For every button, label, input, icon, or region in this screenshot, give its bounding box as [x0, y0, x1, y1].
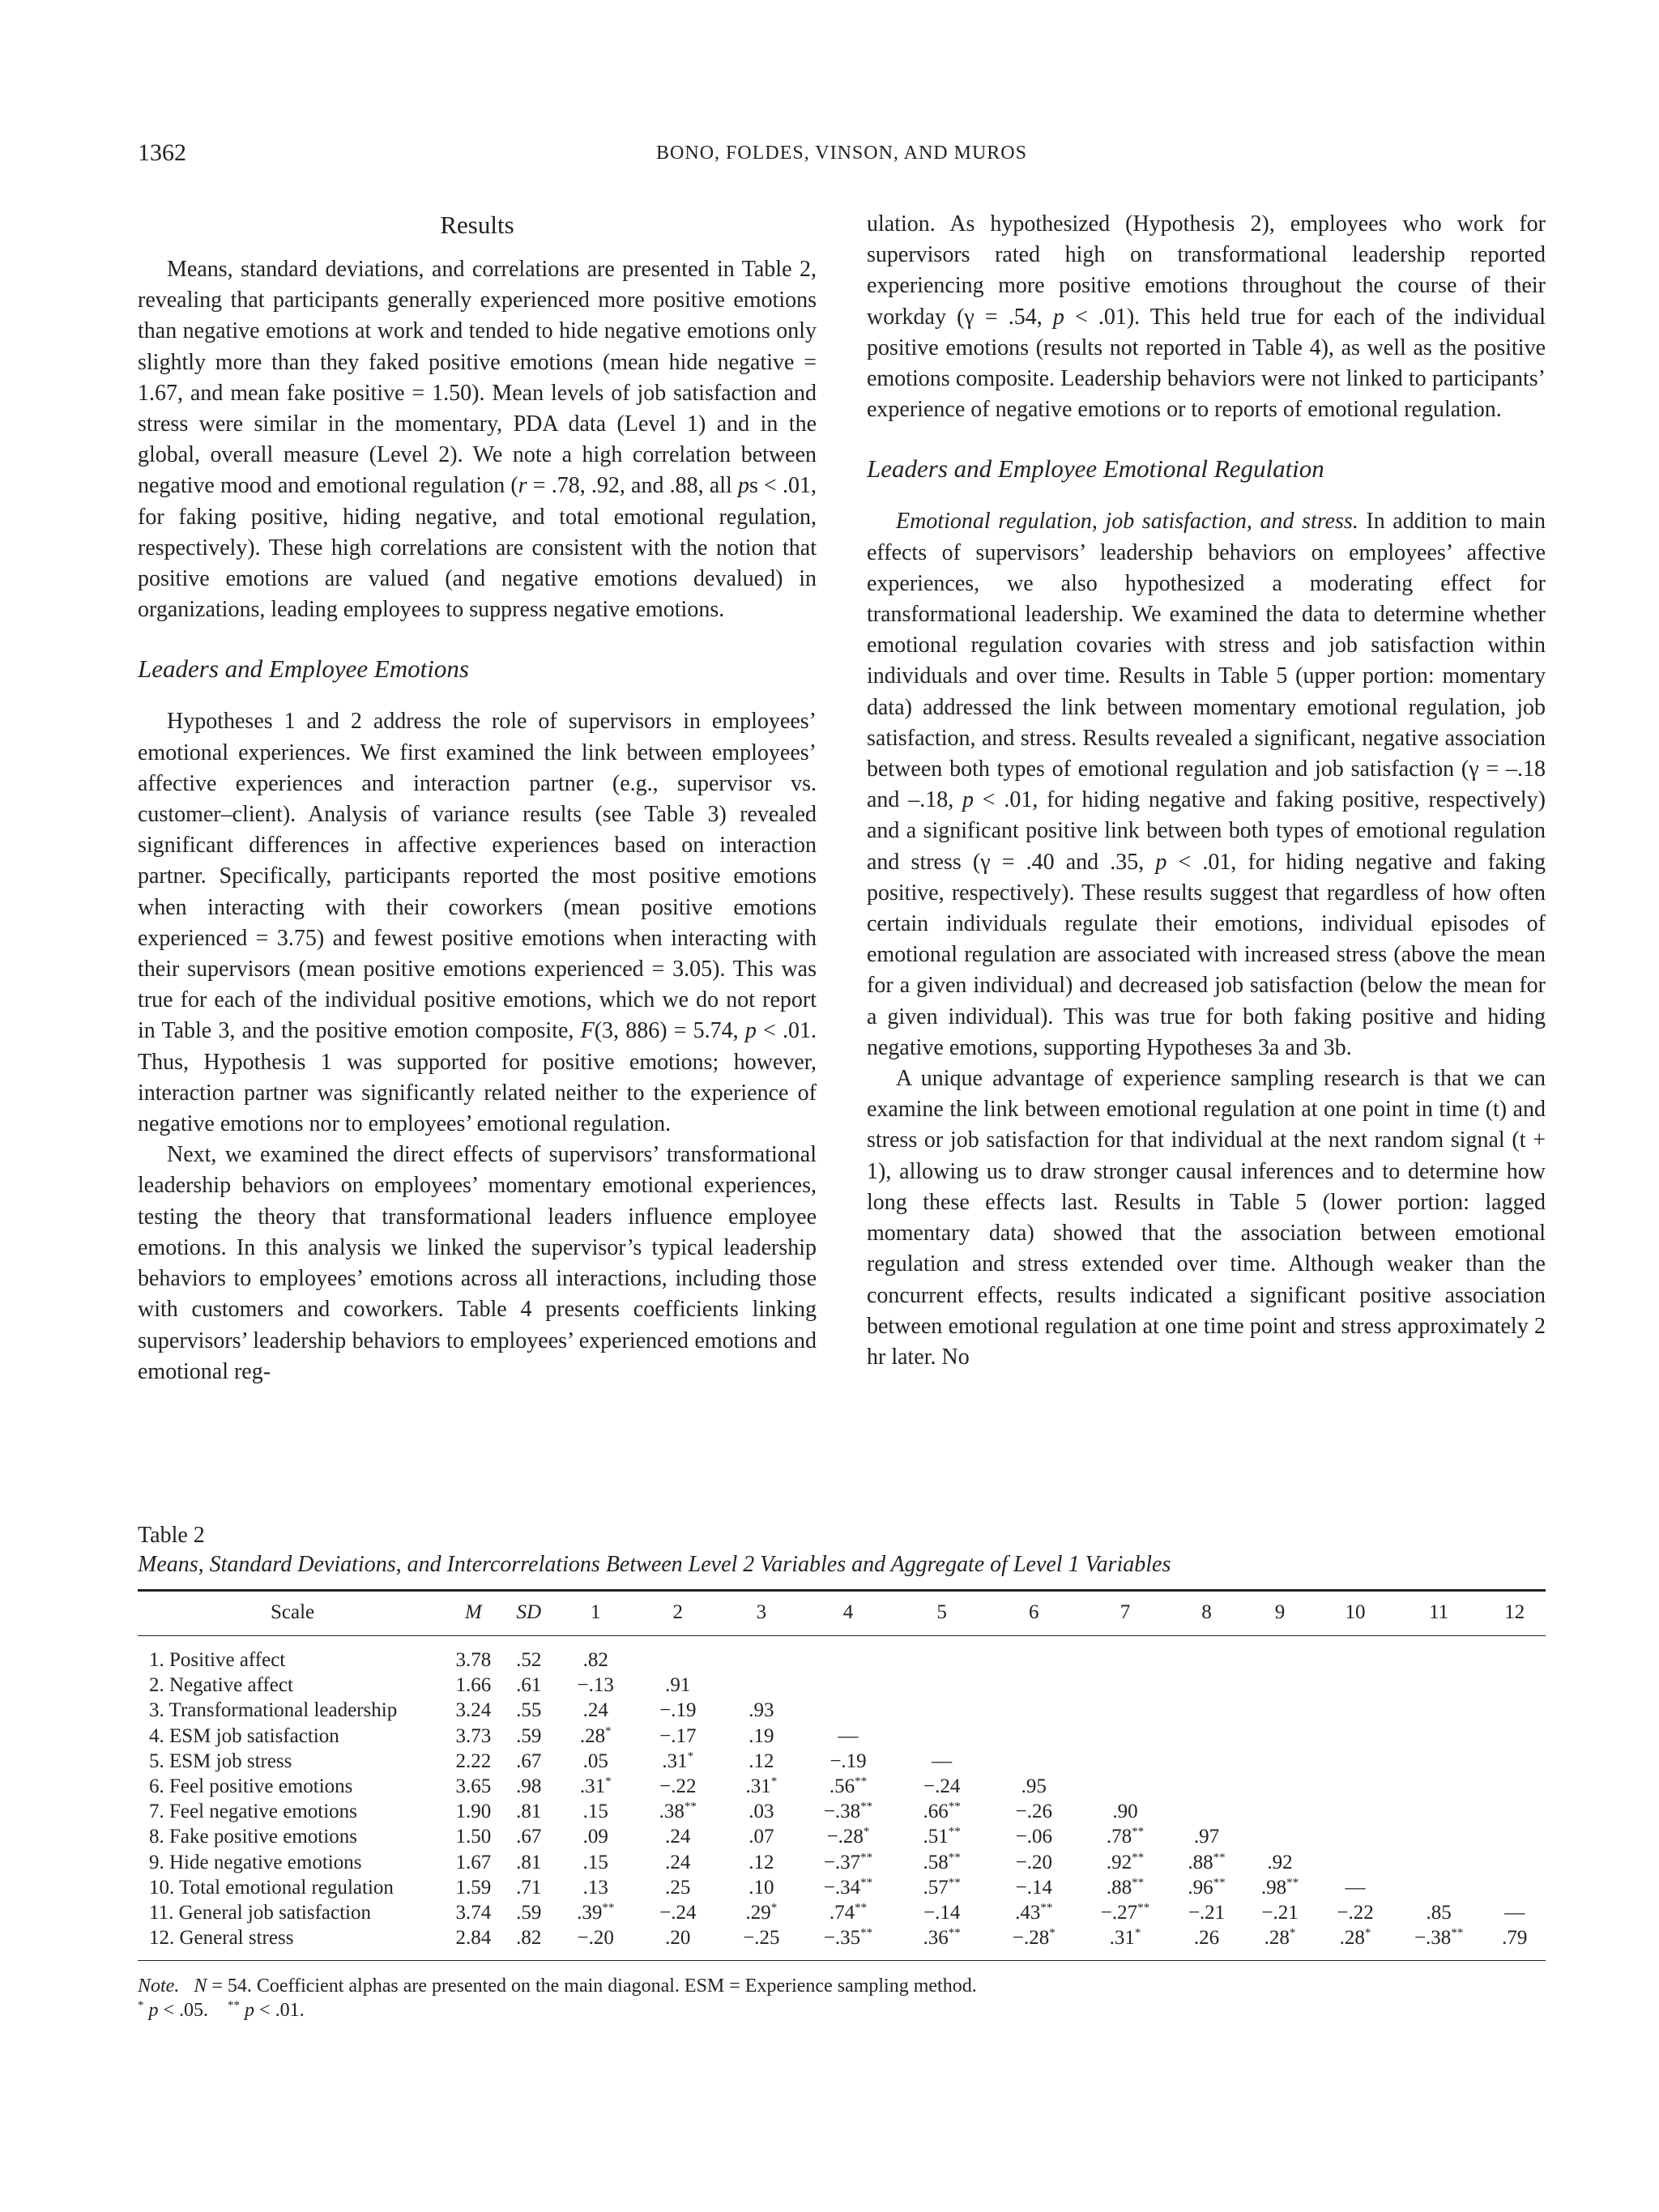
correlation-cell: .88**	[1188, 1851, 1226, 1873]
scale-name: 11. General job satisfaction	[149, 1902, 371, 1924]
mean-cell: 1.59	[455, 1876, 492, 1899]
correlation-cell	[1394, 1824, 1484, 1849]
correlation-cell	[1483, 1698, 1546, 1723]
correlation-cell	[1316, 1850, 1394, 1875]
scale-name: 8. Fake positive emotions	[149, 1826, 357, 1848]
correlation-cell: −.20	[577, 1927, 614, 1950]
correlation-cell	[1394, 1698, 1484, 1723]
table-row	[138, 1824, 1546, 1849]
correlation-cell	[1483, 1799, 1546, 1824]
correlation-cell	[633, 1636, 723, 1673]
correlation-cell: —	[1345, 1876, 1366, 1899]
correlation-cell	[1316, 1824, 1394, 1849]
column-header: M	[464, 1601, 482, 1623]
section-title-results: Results	[440, 211, 514, 239]
correlation-cell: −.28*	[826, 1826, 870, 1848]
correlation-cell	[1394, 1774, 1484, 1799]
correlation-cell: .19	[748, 1724, 774, 1747]
mean-cell: 3.65	[455, 1775, 492, 1798]
paragraph: ulation. As hypothesized (Hypothesis 2), employees who work for supervisors rated high on transformational leadership reported experiencing more positive emotions throughout the course of their workday (γ = .54, p < .01). This held true for each of the individual positive emotions (results not reported in Table 4), as well as the positive emotions composite. Leadership behaviors were not linked to participants’ experience of negative emotions or to reports of emotional regulation.	[867, 211, 1546, 423]
paragraph: Emotional regulation, job satisfaction, and stress. In addition to main effects of supervisors’ leadership behaviors on employees’ affective experiences, we also hypothesized a moderating effect for transformational leadership. We examined the data to determine whether emotional regulation covaries with stress and job satisfaction within individuals and over time. Results in Table 5 (upper portion: momentary data) addressed the link between momentary emotional regulation, job satisfaction, and stress. Results revealed a significant, negative association between both types of emotional regulation and job satisfaction (γ = –.18 and –.18, p < .01, for hiding negative and faking positive, respectively) and a significant positive link between both types of emotional regulation and stress (γ = .40 and .35, p < .01, for hiding negative and faking positive, respectively). These results suggest that regardless of how often certain individuals regulate their emotions, individual episodes of emotional regulation are associated with increased stress (above the mean for a given individual) and decreased job satisfaction (below the mean for a given individual). This was true for both faking positive and hiding negative emotions, supporting Hypotheses 3a and 3b.	[867, 509, 1546, 1060]
correlation-cell: .90	[1112, 1801, 1138, 1823]
column-header: 1	[590, 1601, 601, 1623]
mean-cell: 2.22	[455, 1750, 492, 1772]
mean-cell: 1.66	[455, 1674, 492, 1697]
scale-name: 6. Feel positive emotions	[149, 1775, 353, 1798]
correlation-cell: .10	[748, 1876, 774, 1899]
correlation-cell	[1316, 1636, 1394, 1673]
correlation-cell	[800, 1673, 897, 1698]
table-row	[138, 1900, 1546, 1925]
column-header: SD	[516, 1601, 542, 1623]
correlation-cell	[1170, 1749, 1243, 1774]
correlation-table	[138, 1589, 1546, 1961]
correlation-cell: .03	[748, 1801, 774, 1823]
column-header: 9	[1274, 1601, 1286, 1623]
correlation-cell	[1394, 1875, 1484, 1900]
correlation-cell: .12	[748, 1851, 774, 1873]
correlation-cell	[987, 1749, 1081, 1774]
table-row	[138, 1749, 1546, 1774]
column-header: 7	[1120, 1601, 1131, 1623]
scale-name: 12. General stress	[149, 1927, 294, 1950]
sd-cell: .59	[516, 1724, 542, 1747]
sd-cell: .98	[516, 1775, 542, 1798]
correlation-cell: .28*	[1264, 1926, 1296, 1950]
column-header: 11	[1429, 1601, 1449, 1623]
correlation-cell	[1170, 1724, 1243, 1749]
correlation-cell	[1081, 1774, 1171, 1799]
correlation-cell	[1394, 1673, 1484, 1698]
correlation-cell: .28*	[1339, 1926, 1371, 1950]
correlation-cell: .78**	[1106, 1826, 1145, 1848]
correlation-cell: .31*	[579, 1775, 612, 1798]
sd-cell: .81	[516, 1851, 542, 1873]
correlation-cell	[1081, 1749, 1171, 1774]
mean-cell: 1.50	[455, 1826, 492, 1848]
correlation-cell	[1243, 1636, 1317, 1673]
correlation-cell	[1394, 1724, 1484, 1749]
correlation-cell	[1316, 1799, 1394, 1824]
correlation-cell: .05	[582, 1750, 608, 1772]
correlation-cell: .58**	[923, 1851, 961, 1873]
correlation-cell: .07	[748, 1826, 774, 1848]
correlation-cell	[1394, 1749, 1484, 1774]
correlation-cell	[1243, 1824, 1317, 1849]
correlation-cell	[987, 1724, 1081, 1749]
correlation-cell: .24	[665, 1851, 691, 1873]
correlation-cell	[723, 1636, 800, 1673]
correlation-cell: —	[932, 1750, 953, 1772]
correlation-cell: −.14	[923, 1902, 961, 1924]
correlation-cell	[1243, 1774, 1317, 1799]
correlation-cell	[987, 1698, 1081, 1723]
correlation-cell	[1243, 1799, 1317, 1824]
mean-cell: 3.73	[455, 1724, 492, 1747]
correlation-cell	[1170, 1636, 1243, 1673]
correlation-cell: −.17	[659, 1724, 697, 1747]
correlation-cell: −.22	[1337, 1902, 1374, 1924]
correlation-cell: −.24	[923, 1775, 961, 1798]
correlation-cell: .31*	[745, 1775, 778, 1798]
correlation-cell: −.19	[659, 1699, 697, 1722]
column-header: 3	[756, 1601, 767, 1623]
sd-cell: .61	[516, 1674, 542, 1697]
correlation-cell: .93	[748, 1699, 774, 1722]
correlation-cell	[1483, 1850, 1546, 1875]
correlation-cell: .98**	[1260, 1876, 1299, 1899]
correlation-cell: −.19	[830, 1750, 867, 1772]
correlation-cell: .85	[1426, 1902, 1452, 1924]
column-header: 8	[1201, 1601, 1212, 1623]
table-2	[138, 1521, 1546, 2022]
correlation-cell: .92**	[1106, 1851, 1145, 1873]
paragraph: Hypotheses 1 and 2 address the role of supervisors in employees’ emotional experiences. We first examined the link between employees’ affective experiences and interaction partner (e.g., supervisor vs. customer–client). Analysis of variance results (see Table 3) revealed significant differences in affective experiences based on interaction partner. Specifically, participants reported the most positive emotions when interacting with their coworkers (mean positive emotions experienced = 3.75) and fewest positive emotions when interacting with their supervisors (mean positive emotions experienced = 3.05). This was true for each of the individual positive emotions, which we do not report in Table 3, and the positive emotion composite, F(3, 886) = 5.74, p < .01. Thus, Hypothesis 1 was supported for positive emotions; however, interaction partner was significantly related neither to the experience of negative emotions nor to employees’ emotional regulation.	[138, 709, 817, 1137]
table-header-row	[138, 1591, 1546, 1636]
scale-name: 1. Positive affect	[149, 1649, 286, 1671]
correlation-cell: .88**	[1106, 1876, 1145, 1899]
correlation-cell	[1316, 1724, 1394, 1749]
correlation-cell: .24	[582, 1699, 608, 1722]
correlation-cell: .13	[582, 1876, 608, 1899]
correlation-cell	[1316, 1774, 1394, 1799]
table-row	[138, 1875, 1546, 1900]
page-number: 1362	[138, 139, 186, 166]
correlation-cell: −.34**	[823, 1876, 873, 1899]
correlation-cell: −.21	[1261, 1902, 1299, 1924]
mean-cell: 1.90	[455, 1801, 492, 1823]
correlation-cell: .09	[582, 1826, 608, 1848]
correlation-cell: .97	[1193, 1826, 1220, 1848]
correlation-cell: .56**	[829, 1775, 868, 1798]
correlation-cell: −.06	[1015, 1826, 1052, 1848]
correlation-cell	[1316, 1698, 1394, 1723]
column-header: Scale	[271, 1601, 315, 1623]
correlation-cell: −.38**	[823, 1800, 873, 1823]
scale-name: 3. Transformational leadership	[149, 1699, 398, 1722]
mean-cell: 3.74	[455, 1902, 492, 1924]
running-head: BONO, FOLDES, VINSON, AND MUROS	[656, 143, 1027, 164]
table-row	[138, 1698, 1546, 1723]
correlation-cell	[1483, 1636, 1546, 1673]
correlation-cell	[896, 1698, 987, 1723]
mean-cell: 3.24	[455, 1699, 492, 1722]
subsection-leaders-emotions: Leaders and Employee Emotions	[138, 654, 469, 684]
correlation-cell: .26	[1193, 1927, 1220, 1950]
correlation-cell	[1170, 1774, 1243, 1799]
column-header: 5	[936, 1601, 947, 1623]
scale-name: 7. Feel negative emotions	[149, 1801, 357, 1823]
correlation-cell: −.22	[659, 1775, 697, 1798]
correlation-cell: .39**	[577, 1901, 615, 1924]
correlation-cell: −.14	[1015, 1876, 1052, 1899]
subsection-emotional-regulation: Leaders and Employee Emotional Regulation	[867, 454, 1324, 484]
sd-cell: .67	[516, 1826, 542, 1848]
correlation-cell	[1243, 1749, 1317, 1774]
correlation-cell: —	[838, 1724, 859, 1747]
column-header: 10	[1345, 1601, 1366, 1623]
paragraph-heading: Emotional regulation, job satisfaction, and stress.	[896, 509, 1358, 535]
right-column	[867, 209, 1546, 1373]
correlation-cell	[1081, 1698, 1171, 1723]
correlation-cell	[800, 1698, 897, 1723]
correlation-cell	[1483, 1749, 1546, 1774]
correlation-cell	[1316, 1673, 1394, 1698]
column-header: 2	[672, 1601, 684, 1623]
correlation-cell: —	[1504, 1902, 1525, 1924]
correlation-cell: .36**	[923, 1926, 961, 1950]
correlation-cell: −.13	[577, 1674, 614, 1697]
table-row	[138, 1673, 1546, 1698]
sd-cell: .67	[516, 1750, 542, 1772]
correlation-cell: −.38**	[1414, 1926, 1464, 1950]
mean-cell: 1.67	[455, 1851, 492, 1873]
correlation-cell: .96**	[1188, 1876, 1226, 1899]
correlation-cell: −.37**	[823, 1851, 873, 1873]
correlation-cell: .29*	[745, 1901, 778, 1924]
correlation-cell: −.25	[743, 1927, 780, 1950]
correlation-cell: .51**	[923, 1826, 961, 1848]
correlation-cell: .74**	[829, 1901, 868, 1924]
correlation-cell: −.24	[659, 1902, 697, 1924]
correlation-cell	[896, 1636, 987, 1673]
left-column	[138, 209, 817, 1387]
correlation-cell: −.27**	[1100, 1901, 1150, 1924]
scale-name: 9. Hide negative emotions	[149, 1851, 362, 1873]
paragraph: A unique advantage of experience sampling research is that we can examine the link between emotional regulation at one point in time (t) and stress or job satisfaction for that individual at the next random signal (t + 1), allowing us to draw stronger causal inferences and to determine how long these effects last. Results in Table 5 (lower portion: lagged momentary data) showed that the association between emotional regulation and stress extended over time. Although weaker than the concurrent effects, results indicated a significant positive association between emotional regulation at one time point and stress approximately 2 hr later. No	[867, 1066, 1546, 1370]
correlation-cell: .31*	[1109, 1926, 1141, 1950]
correlation-cell: .66**	[923, 1800, 961, 1823]
correlation-cell: .79	[1502, 1927, 1528, 1950]
correlation-cell: .20	[665, 1927, 691, 1950]
sd-cell: .59	[516, 1902, 542, 1924]
correlation-cell: .82	[582, 1649, 608, 1671]
correlation-cell: .15	[582, 1801, 608, 1823]
column-header: 6	[1029, 1601, 1039, 1623]
table-row	[138, 1636, 1546, 1673]
correlation-cell	[1483, 1875, 1546, 1900]
correlation-cell: −.21	[1188, 1902, 1226, 1924]
correlation-cell: .92	[1267, 1851, 1293, 1873]
correlation-cell: −.26	[1015, 1801, 1052, 1823]
correlation-cell: .28*	[579, 1724, 612, 1747]
table-label: Table 2	[138, 1523, 205, 1548]
scale-name: 2. Negative affect	[149, 1674, 293, 1697]
correlation-cell: .15	[582, 1851, 608, 1873]
correlation-cell: .12	[748, 1750, 774, 1772]
correlation-cell	[1081, 1724, 1171, 1749]
sd-cell: .71	[516, 1876, 542, 1899]
correlation-cell	[1394, 1850, 1484, 1875]
correlation-cell	[1081, 1673, 1171, 1698]
correlation-cell	[1243, 1698, 1317, 1723]
table-row	[138, 1774, 1546, 1799]
table-row	[138, 1850, 1546, 1875]
sd-cell: .81	[516, 1801, 542, 1823]
correlation-cell: .43**	[1015, 1901, 1053, 1924]
scale-name: 10. Total emotional regulation	[149, 1876, 394, 1899]
correlation-cell	[987, 1636, 1081, 1673]
paragraph: Means, standard deviations, and correlations are presented in Table 2, revealing that participants generally experienced more positive emotions than negative emotions at work and tended to hide negative emotions only slightly more than they faked positive emotions (mean hide negative = 1.67, and mean fake positive = 1.50). Mean levels of job satisfaction and stress were similar in the momentary, PDA data (Level 1) and in the global, overall measure (Level 2). We note a high correlation between negative mood and emotional regulation (r = .78, .92, and .88, all ps < .01, for faking positive, hiding negative, and total emotional regulation, respectively). These high correlations are consistent with the notion that positive emotions are valued (and negative emotions devalued) in organizations, leading employees to suppress negative emotions.	[138, 257, 817, 623]
correlation-cell	[896, 1673, 987, 1698]
table-title: Means, Standard Deviations, and Intercorrelations Between Level 2 Variables and Aggregate of Level 1 Variables	[138, 1552, 1171, 1577]
correlation-cell	[1170, 1673, 1243, 1698]
correlation-cell	[987, 1673, 1081, 1698]
correlation-cell	[896, 1724, 987, 1749]
column-header: 12	[1504, 1601, 1525, 1623]
correlation-cell: .57**	[923, 1876, 961, 1899]
table-row	[138, 1724, 1546, 1749]
correlation-cell	[1394, 1799, 1484, 1824]
correlation-cell	[1483, 1824, 1546, 1849]
correlation-cell: .25	[665, 1876, 691, 1899]
correlation-cell	[1483, 1774, 1546, 1799]
scale-name: 4. ESM job satisfaction	[149, 1724, 339, 1747]
correlation-cell	[1081, 1636, 1171, 1673]
correlation-cell	[1170, 1698, 1243, 1723]
correlation-cell: .91	[665, 1674, 691, 1697]
correlation-cell: .38**	[659, 1800, 697, 1823]
page-header	[138, 139, 1546, 172]
correlation-cell: .95	[1021, 1775, 1047, 1798]
sd-cell: .82	[516, 1927, 542, 1950]
sd-cell: .55	[516, 1699, 542, 1722]
table-row	[138, 1799, 1546, 1824]
mean-cell: 3.78	[455, 1649, 492, 1671]
correlation-cell	[723, 1673, 800, 1698]
scale-name: 5. ESM job stress	[149, 1750, 292, 1772]
paragraph: Next, we examined the direct effects of supervisors’ transformational leadership behaviors on employees’ momentary emotional experiences, testing the theory that transformational leaders influence employee emotions. In this analysis we linked the supervisor’s typical leadership behaviors to employees’ emotions across all interactions, including those with customers and coworkers. Table 4 presents coefficients linking supervisors’ leadership behaviors to employees’ experienced emotions and emotional reg-	[138, 1142, 817, 1384]
correlation-cell	[1316, 1749, 1394, 1774]
correlation-cell: −.28*	[1012, 1926, 1056, 1950]
correlation-cell	[800, 1636, 897, 1673]
sd-cell: .52	[516, 1649, 542, 1671]
correlation-cell: −.35**	[823, 1926, 873, 1950]
mean-cell: 2.84	[455, 1927, 492, 1950]
table-note: Note. N = 54. Coefficient alphas are presented on the main diagonal. ESM = Experience sampling method. * p < .05. ** p < .01.	[138, 1975, 977, 2022]
correlation-cell	[1170, 1799, 1243, 1824]
column-header: 4	[842, 1601, 854, 1623]
correlation-cell	[1394, 1636, 1484, 1673]
correlation-cell: −.20	[1015, 1851, 1052, 1873]
correlation-cell: .24	[665, 1826, 691, 1848]
correlation-cell	[1243, 1673, 1317, 1698]
correlation-cell	[1243, 1724, 1317, 1749]
correlation-cell: .31*	[662, 1750, 694, 1772]
correlation-cell	[1483, 1673, 1546, 1698]
table-row	[138, 1925, 1546, 1961]
correlation-cell	[1483, 1724, 1546, 1749]
